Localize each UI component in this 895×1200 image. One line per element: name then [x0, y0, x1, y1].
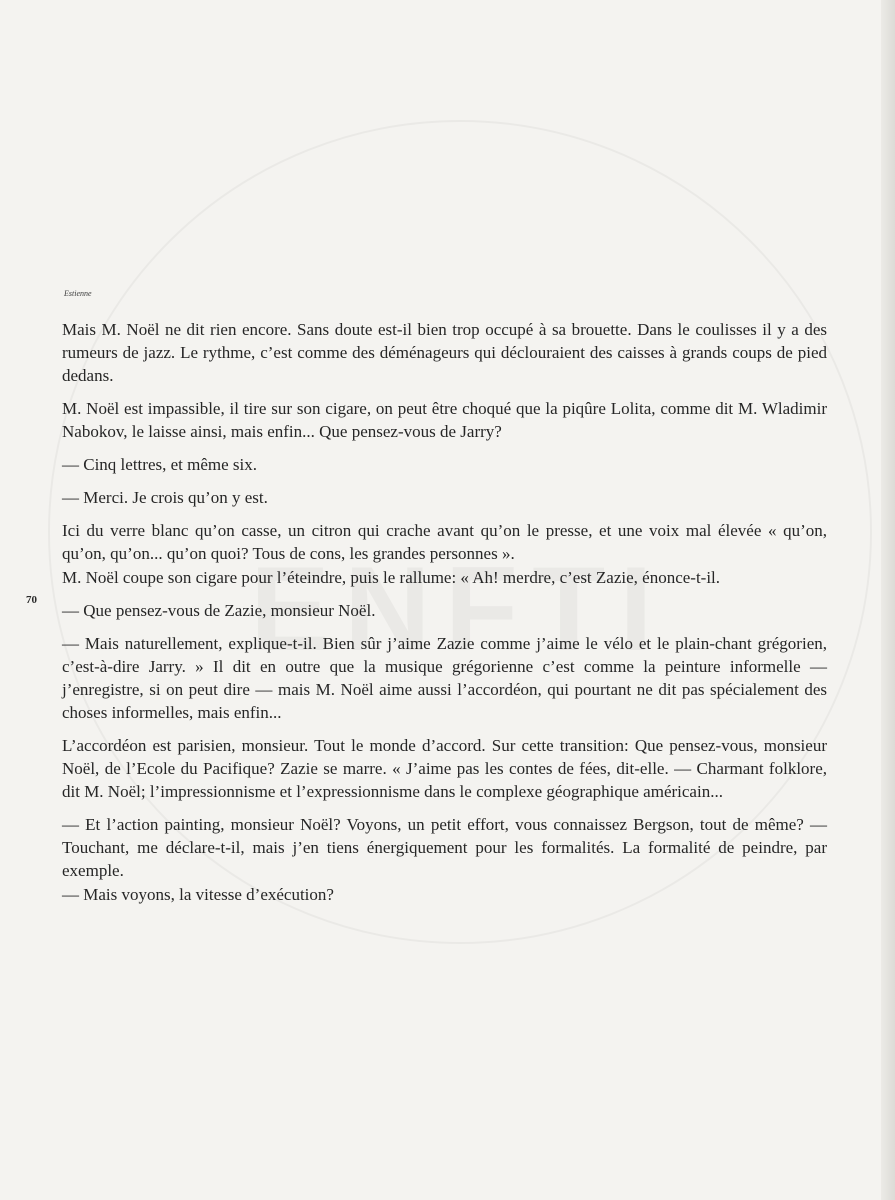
paragraph: M. Noël est impassible, il tire sur son cigare, on peut être choqué que la piqûre Lolita, comme dit M. Wladimir Nabokov, le laisse ainsi, mais enfin... Que pensez-vous de Jarry?: [62, 399, 827, 441]
paragraph: Mais M. Noël ne dit rien encore. Sans doute est-il bien trop occupé à sa brouette. Dans le coulisses il y a des rumeurs de jazz. Le rythme, c’est comme des déménageurs qui déclouraient des caisses à grands coups de pied dedans.: [62, 320, 827, 385]
author-caption: Estienne: [64, 289, 92, 298]
body-text: [62, 318, 827, 916]
paragraph: Ici du verre blanc qu’on casse, un citron qui crache avant qu’on le presse, et une voix mal élevée « qu’on, qu’on, qu’on... qu’on quoi? Tous de cons, les grandes personnes ».: [62, 521, 827, 563]
paragraph: M. Noël coupe son cigare pour l’éteindre, puis le rallume: « Ah! merdre, c’est Zazie, énonce-t-il.: [62, 568, 721, 587]
paragraph: — Mais naturellement, explique-t-il. Bien sûr j’aime Zazie comme j’aime le vélo et le plain-chant grégorien, c’est-à-dire Jarry. » Il dit en outre que la musique grégorienne c’est comme la peinture informelle — j’enregistre, si on peut dire — mais M. Noël aime aussi l’accordéon, qui pourtant ne dit pas spécialement des choses informelles, mais enfin...: [62, 634, 827, 722]
paragraph: — Cinq lettres, et même six.: [62, 455, 257, 474]
paragraph: — Merci. Je crois qu’on y est.: [62, 488, 268, 507]
paragraph: L’accordéon est parisien, monsieur. Tout le monde d’accord. Sur cette transition: Que pensez-vous, monsieur Noël, de l’Ecole du Pacifique? Zazie se marre. « J’aime pas les contes de fées, dit-elle. — Charmant folklore, dit M. Noël; l’impressionnisme et l’expressionnisme dans le complexe géographique américain...: [62, 736, 827, 801]
paragraph: — Et l’action painting, monsieur Noël? Voyons, un petit effort, vous connaissez Bergson, tout de même? — Touchant, me déclare-t-il, mais j’en tiens énergiquement pour les formalités. La formalité de peindre, par exemple.: [62, 815, 827, 880]
paragraph: — Que pensez-vous de Zazie, monsieur Noël.: [62, 601, 376, 620]
page-number: 70: [26, 594, 37, 606]
paragraph: — Mais voyons, la vitesse d’exécution?: [62, 885, 334, 904]
page-edge: [881, 0, 895, 1200]
